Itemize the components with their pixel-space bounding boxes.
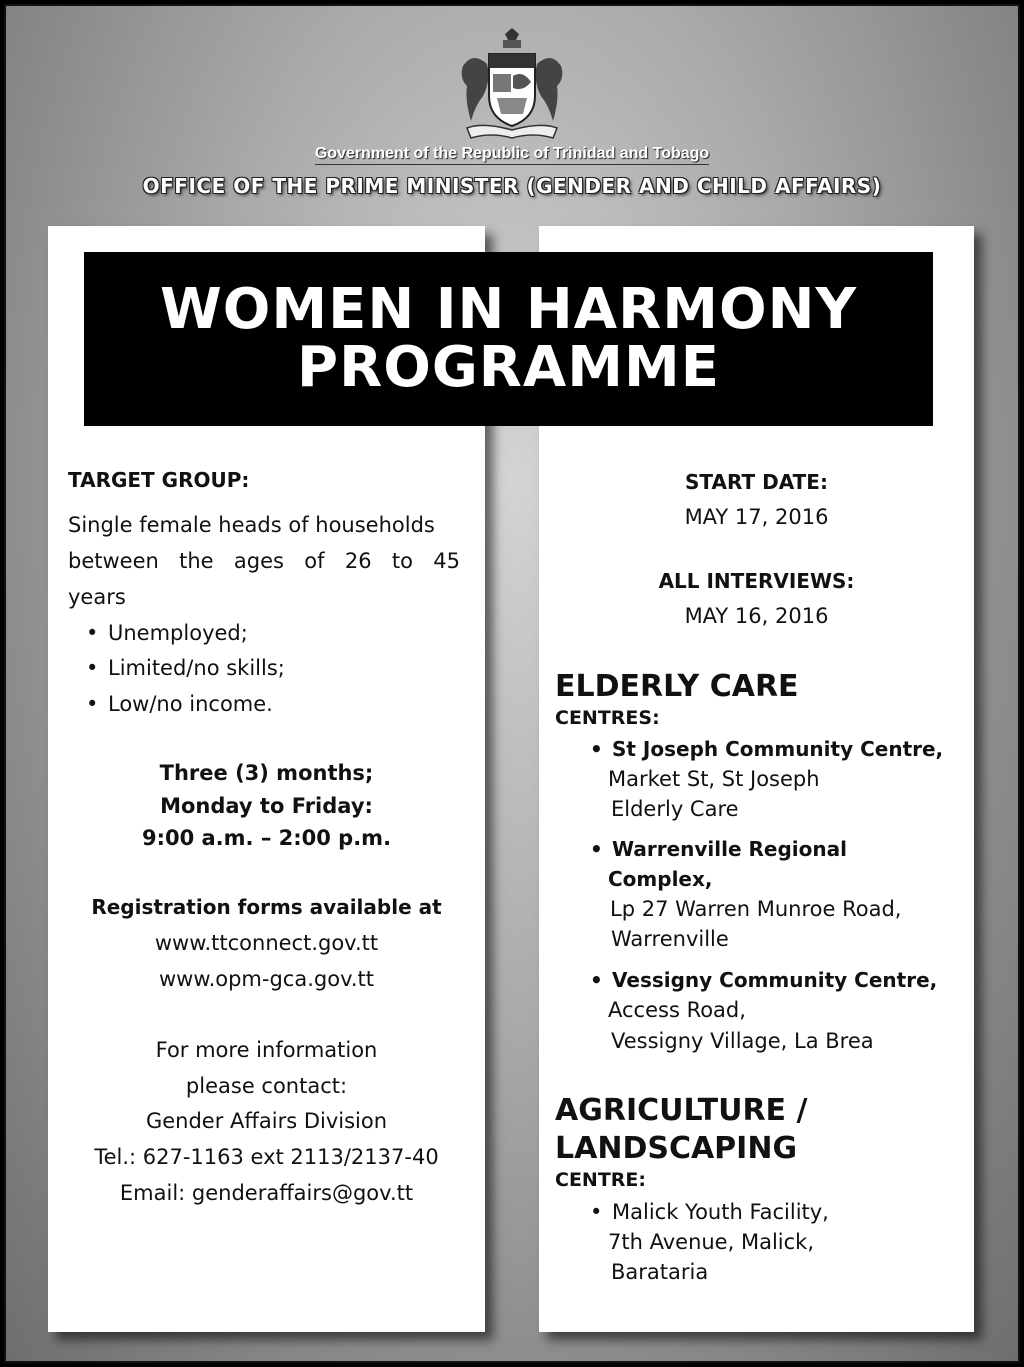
start-date-heading: START DATE: <box>685 470 828 494</box>
target-desc-line-2: between the ages of 26 to 45 <box>68 549 460 573</box>
elderly-care-heading: ELDERLY CARE <box>555 669 799 704</box>
target-bullet: • Unemployed; <box>108 621 248 645</box>
contact-telephone: Tel.: 627-1163 ext 2113/2137-40 <box>94 1145 439 1169</box>
target-group-heading: TARGET GROUP: <box>68 468 250 492</box>
elderly-care-subheading: CENTRES: <box>555 707 660 729</box>
url-opm-gca[interactable]: www.opm-gca.gov.tt <box>158 967 375 991</box>
centre-name: • St Joseph Community Centre, <box>612 737 943 761</box>
agriculture-centre-name: • Malick Youth Facility, <box>612 1200 829 1224</box>
start-date-value: MAY 17, 2016 <box>684 505 829 529</box>
agriculture-subheading: CENTRE: <box>555 1169 646 1191</box>
agriculture-heading-1: AGRICULTURE / <box>555 1093 808 1128</box>
government-line: Government of the Republic of Trinidad and Tobago <box>6 145 1018 163</box>
target-desc-line-1: Single female heads of households <box>68 513 435 537</box>
target-desc-line-3: years <box>68 585 126 609</box>
programme-title <box>84 252 933 426</box>
target-bullet: • Limited/no skills; <box>108 656 285 680</box>
contact-division: Gender Affairs Division <box>145 1109 388 1133</box>
registration-heading: Registration forms available at <box>91 895 442 919</box>
centre-name: • Vessigny Community Centre, <box>612 968 937 992</box>
coat-of-arms-icon <box>453 26 571 144</box>
url-ttconnect[interactable]: www.ttconnect.gov.tt <box>154 931 379 955</box>
centre-address: Access Road, <box>608 998 746 1022</box>
centre-address: Lp 27 Warren Munroe Road, <box>610 897 902 921</box>
contact-line-2: please contact: <box>185 1074 348 1098</box>
centre-address: Vessigny Village, La Brea <box>611 1029 874 1053</box>
centre-address: Market St, St Joseph <box>608 767 820 791</box>
interviews-value: MAY 16, 2016 <box>684 604 829 628</box>
office-line: OFFICE OF THE PRIME MINISTER (GENDER AND CHILD AFFAIRS) <box>142 174 882 198</box>
interviews-heading: ALL INTERVIEWS: <box>658 569 855 593</box>
centre-address: Elderly Care <box>611 797 739 821</box>
duration-line-3: 9:00 a.m. – 2:00 p.m. <box>141 826 392 850</box>
centre-name: Complex, <box>608 867 713 891</box>
poster-frame <box>4 4 1020 1363</box>
duration-line-2: Monday to Friday: <box>160 794 373 818</box>
agriculture-centre-address: Barataria <box>611 1260 709 1284</box>
contact-email[interactable]: Email: genderaffairs@gov.tt <box>119 1181 414 1205</box>
title-line-1: WOMEN IN HARMONY <box>160 277 857 342</box>
agriculture-centre-address: 7th Avenue, Malick, <box>608 1230 814 1254</box>
title-line-2: PROGRAMME <box>297 335 720 400</box>
contact-line-1: For more information <box>155 1038 378 1062</box>
target-bullet: • Low/no income. <box>108 692 273 716</box>
duration-line-1: Three (3) months; <box>159 761 374 785</box>
centre-name: • Warrenville Regional <box>612 837 847 861</box>
agriculture-heading-2: LANDSCAPING <box>555 1131 798 1166</box>
centre-address: Warrenville <box>611 927 729 951</box>
